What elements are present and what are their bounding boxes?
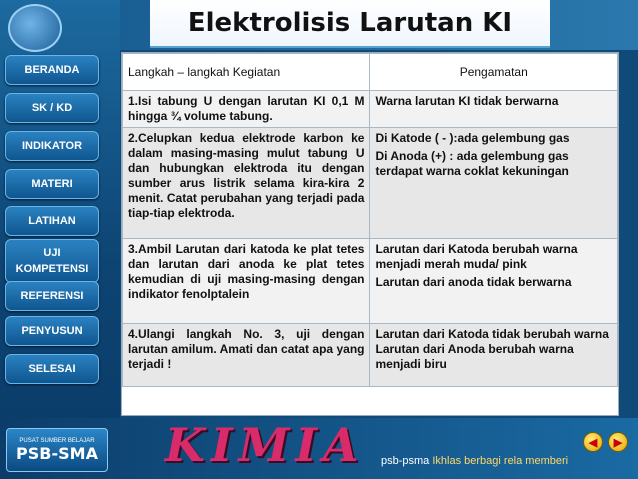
nav-label: BERANDA <box>24 64 80 76</box>
nav-label: LATIHAN <box>28 215 76 227</box>
observation-cell <box>370 91 618 128</box>
observation-line: Di Anoda (+) : ada gelembung gas terdapat warna coklat kekuningan <box>375 149 569 178</box>
observation-line: Di Katode ( - ):ada gelembung gas <box>375 131 570 145</box>
psb-logo-text: PSB-SMA <box>16 443 98 463</box>
left-arrow-icon[interactable]: ◀ <box>583 432 603 452</box>
table-header-row <box>123 54 618 91</box>
footer-site: psb-psma <box>381 455 430 467</box>
observation-line: Larutan dari Katoda berubah warna menjadi merah muda/ pink <box>375 242 578 271</box>
observation-line: Larutan dari Katoda tidak berubah warna Larutan dari Anoda berubah warna menjadi biru <box>375 327 609 371</box>
step-cell: 2.Celupkan kedua elektrode karbon ke dalam masing-masing mulut tabung U dan hubungkan elektroda itu dengan sumber arus listrik selama kira-kira 2 menit. Catat perubahan yang terjadi pada tiap-tiap elektroda. <box>123 128 370 239</box>
nav-beranda-button[interactable] <box>5 55 99 85</box>
nav-label: PENYUSUN <box>21 325 83 337</box>
table-row <box>123 239 618 324</box>
nav-label: SELESAI <box>28 363 76 375</box>
page-title: Elektrolisis Larutan KI <box>187 8 513 38</box>
nav-skkd-button[interactable] <box>5 93 99 123</box>
activity-table <box>122 53 618 387</box>
header-langkah: Langkah – langkah Kegiatan <box>123 54 370 91</box>
observation-cell <box>370 239 618 324</box>
footer-text <box>381 455 568 467</box>
nav-label: REFERENSI <box>20 290 84 302</box>
kimia-logo: KIMIA <box>165 418 365 472</box>
nav-label: INDIKATOR <box>21 140 83 152</box>
psb-sma-logo <box>6 428 108 472</box>
observation-cell <box>370 128 618 239</box>
nav-materi-button[interactable] <box>5 169 99 199</box>
step-cell: 1.Isi tabung U dengan larutan KI 0,1 M hingga ¾ volume tabung. <box>123 91 370 128</box>
nav-latihan-button[interactable] <box>5 206 99 236</box>
observation-line: Warna larutan KI tidak berwarna <box>375 94 559 108</box>
title-box <box>150 0 550 48</box>
nav-label: MATERI <box>31 178 73 190</box>
step-cell: 4.Ulangi langkah No. 3, uji dengan larutan amilum. Amati dan catat apa yang terjadi ! <box>123 324 370 387</box>
psb-logo-small-text: PUSAT SUMBER BELAJAR <box>19 437 95 444</box>
nav-selesai-button[interactable] <box>5 354 99 384</box>
nav-uji-kompetensi-button[interactable] <box>5 239 99 283</box>
right-arrow-icon[interactable]: ▶ <box>608 432 628 452</box>
ministry-logo-icon <box>8 4 62 52</box>
content-panel <box>121 52 619 416</box>
observation-line: Larutan dari anoda tidak berwarna <box>375 275 572 289</box>
table-row <box>123 91 618 128</box>
table-row <box>123 128 618 239</box>
step-cell: 3.Ambil Larutan dari katoda ke plat tetes dan larutan dari anoda ke plat tetes kemudian di uji masing-masing dengan indikator fenolptalein <box>123 239 370 324</box>
observation-cell <box>370 324 618 387</box>
nav-penyusun-button[interactable] <box>5 316 99 346</box>
nav-label-line1: UJI <box>43 247 61 259</box>
header-pengamatan: Pengamatan <box>370 54 618 91</box>
nav-label: SK / KD <box>31 102 73 114</box>
nav-label <box>16 245 89 277</box>
nav-indikator-button[interactable] <box>5 131 99 161</box>
nav-referensi-button[interactable] <box>5 281 99 311</box>
nav-label-line2: KOMPETENSI <box>15 263 89 275</box>
table-row <box>123 324 618 387</box>
footer-tagline: Ikhlas berbagi rela memberi <box>432 455 569 467</box>
